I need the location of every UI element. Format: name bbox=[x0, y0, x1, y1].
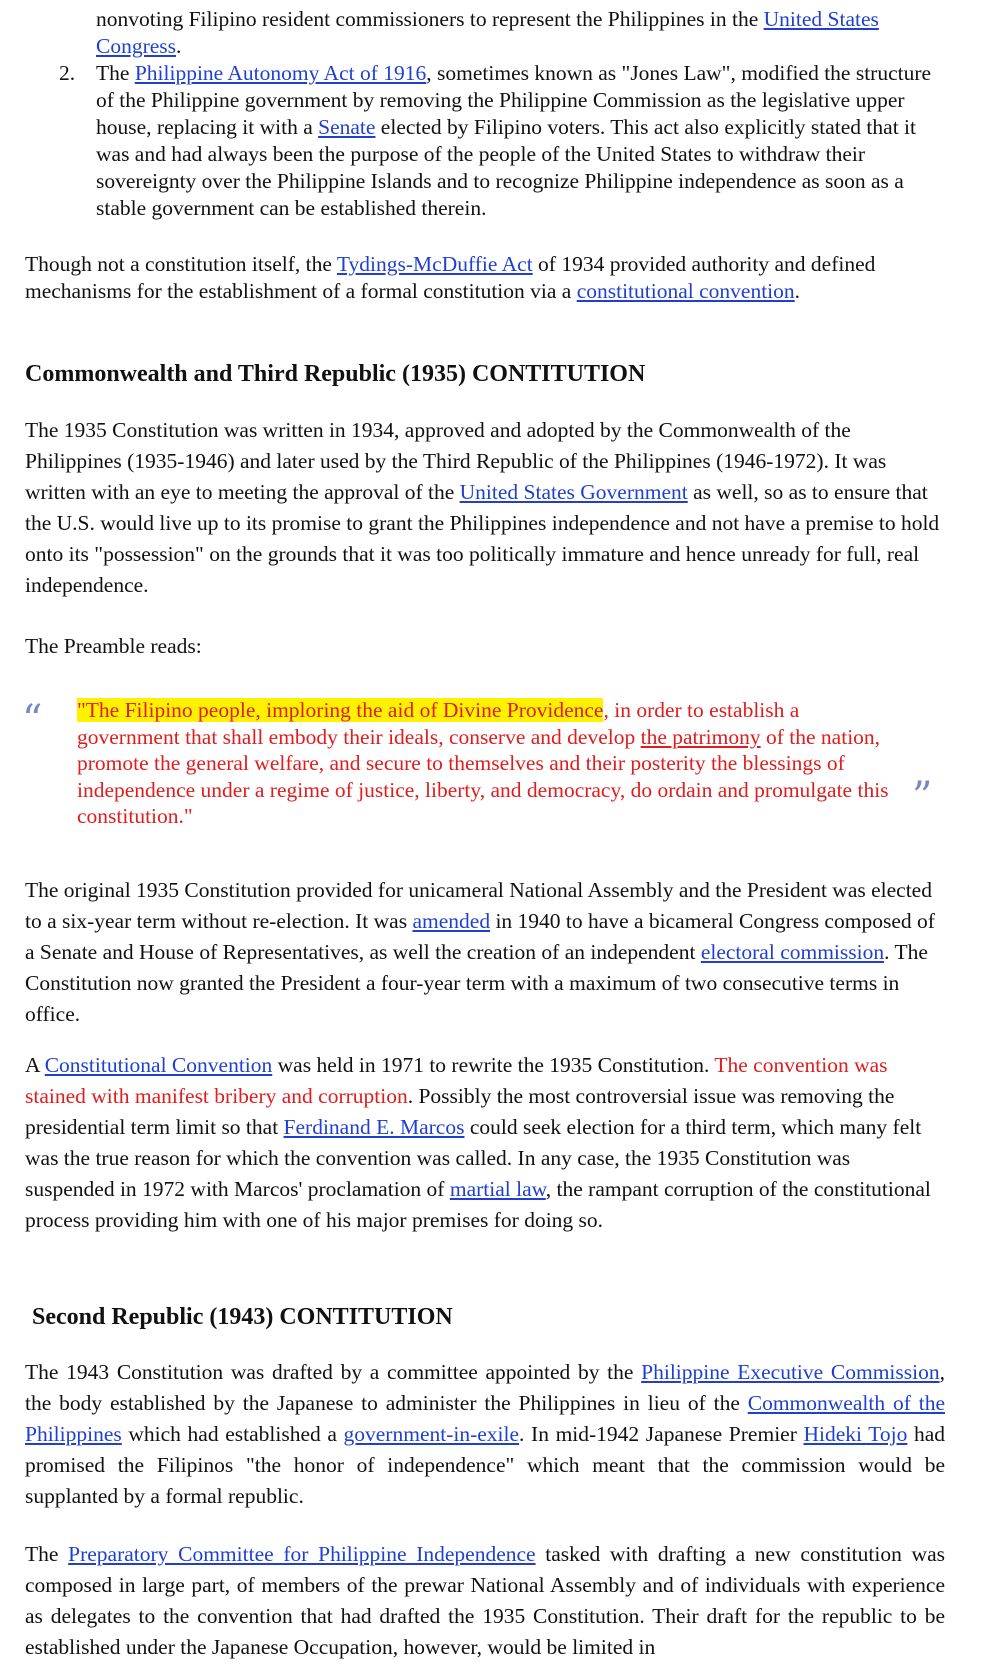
para-text: had promised the Filipinos "the honor of independence" which meant that the commission would be supplanted by a formal republic. bbox=[25, 1422, 946, 1508]
paragraph-preparatory-committee bbox=[25, 1539, 945, 1663]
link-philippine-autonomy-act[interactable]: Philippine Autonomy Act of 1916 bbox=[134, 61, 427, 85]
link-united-states-congress[interactable]: United States Congress bbox=[96, 7, 879, 58]
para-text: , the body established by the Japanese to administer the Philippines in lieu of the bbox=[25, 1360, 945, 1415]
list-item-1-continuation bbox=[96, 6, 916, 60]
link-philippine-executive-commission[interactable]: Philippine Executive Commission bbox=[641, 1360, 940, 1384]
link-united-states-government[interactable]: United States Government bbox=[459, 480, 688, 504]
para-text: . In mid-1942 Japanese Premier bbox=[519, 1422, 804, 1446]
underlined-patrimony: the patrimony bbox=[640, 724, 761, 749]
paragraph-1943-constitution bbox=[25, 1357, 945, 1512]
link-senate[interactable]: Senate bbox=[318, 115, 376, 139]
list-text: elected by Filipino voters. This act also explicitly stated that it was and had always been the purpose of the people of the United States to withdraw their sovereignty over the Philippine Islands and to recognize Philippine independence as soon as a stable government can be established therein. bbox=[96, 115, 916, 220]
link-government-in-exile[interactable]: government-in-exile bbox=[343, 1422, 520, 1446]
close-quote-icon: ” bbox=[912, 774, 933, 820]
preamble-quote bbox=[77, 697, 897, 830]
open-quote-icon: “ bbox=[22, 697, 43, 743]
list-item-text bbox=[96, 60, 946, 222]
para-text: , the rampant corruption of the constitutional process providing him with one of his major premises for doing so. bbox=[25, 1177, 931, 1232]
link-constitutional-convention-1971[interactable]: Constitutional Convention bbox=[44, 1053, 273, 1077]
para-text: The original 1935 Constitution provided for unicameral National Assembly and the President was elected to a six-year term without re-election. It was bbox=[25, 878, 932, 933]
link-tydings-mcduffie-act[interactable]: Tydings-McDuffie Act bbox=[336, 252, 533, 276]
paragraph-1935-constitution bbox=[25, 415, 945, 601]
para-text: in 1940 to have a bicameral Congress composed of a Senate and House of Representatives, as well the creation of an independent bbox=[25, 909, 935, 964]
section-heading-1943: Second Republic (1943) CONTITUTION bbox=[32, 1304, 453, 1330]
para-text: of 1934 provided authority and defined mechanisms for the establishment of a formal constitution via a bbox=[25, 252, 876, 303]
tydings-paragraph bbox=[25, 251, 905, 305]
link-commonwealth-of-the-philippines[interactable]: Commonwealth of the Philippines bbox=[25, 1391, 945, 1446]
para-text: could seek election for a third term, which many felt was the true reason for which the convention was called. In any case, the 1935 Constitution was suspended in 1972 with Marcos' proclamation of bbox=[25, 1115, 922, 1201]
quote-text: of the nation, promote the general welfare, and secure to themselves and their posterity the blessings of independence under a regime of justice, liberty, and democracy, do ordain and promulgate this constitution." bbox=[77, 724, 889, 829]
link-constitutional-convention[interactable]: constitutional convention bbox=[576, 279, 795, 303]
para-text: The 1943 Constitution was drafted by a committee appointed by the bbox=[25, 1360, 642, 1384]
list-text: , sometimes known as "Jones Law", modified the structure of the Philippine government by removing the Philippine Commission as the legislative upper house, replacing it with a bbox=[96, 61, 932, 139]
quote-text: , in order to establish a government that shall embody their ideals, conserve and develop bbox=[77, 698, 800, 749]
para-text: The bbox=[25, 1542, 69, 1566]
link-martial-law[interactable]: martial law bbox=[449, 1177, 546, 1201]
para-text: which had established a bbox=[121, 1422, 344, 1446]
list-number: 2. bbox=[59, 61, 76, 85]
list-text: nonvoting Filipino resident commissioners to represent the Philippines in the bbox=[96, 7, 764, 31]
link-hideki-tojo[interactable]: Hideki Tojo bbox=[803, 1422, 908, 1446]
para-text: The 1935 Constitution was written in 1934, approved and adopted by the Commonwealth of the Philippines (1935-1946) and later used by the Third Republic of the Philippines (1946-1972). It was written with an eye to meeting the approval of the bbox=[25, 418, 887, 504]
list-text: . bbox=[176, 34, 182, 58]
para-text: as well, so as to ensure that the U.S. would live up to its promise to grant the Philippines independence and not have a premise to hold onto its "possession" on the grounds that it was too politically immature and hence unready for full, real independence. bbox=[25, 480, 940, 597]
red-emphasis-text: The convention was stained with manifest bribery and corruption bbox=[25, 1053, 888, 1108]
para-text: A bbox=[25, 1053, 45, 1077]
para-text: was held in 1971 to rewrite the 1935 Constitution. bbox=[272, 1053, 715, 1077]
paragraph-original-1935 bbox=[25, 875, 945, 1030]
para-text: . Possibly the most controversial issue was removing the presidential term limit so that bbox=[25, 1084, 895, 1139]
para-text: tasked with drafting a new constitution was composed in large part, of members of the prewar National Assembly and of individuals with experience as delegates to the convention that had drafted the 1935 Constitution. Their draft for the republic to be established under the Japanese Occupation, however, would be limited in bbox=[25, 1542, 945, 1659]
list-text: The bbox=[96, 61, 135, 85]
link-preparatory-committee[interactable]: Preparatory Committee for Philippine Independence bbox=[68, 1542, 536, 1566]
link-ferdinand-marcos[interactable]: Ferdinand E. Marcos bbox=[283, 1115, 465, 1139]
paragraph-constitutional-convention bbox=[25, 1050, 945, 1236]
para-text: . bbox=[794, 279, 801, 303]
para-text: Though not a constitution itself, the bbox=[25, 252, 337, 276]
para-text: . The Constitution now granted the President a four-year term with a maximum of two consecutive terms in office. bbox=[25, 940, 928, 1026]
link-electoral-commission[interactable]: electoral commission bbox=[700, 940, 885, 964]
preamble-intro: The Preamble reads: bbox=[25, 634, 202, 658]
link-amended[interactable]: amended bbox=[412, 909, 491, 933]
section-heading-1935: Commonwealth and Third Republic (1935) CONTITUTION bbox=[25, 361, 646, 387]
highlighted-text: "The Filipino people, imploring the aid of Divine Providence bbox=[77, 698, 604, 722]
